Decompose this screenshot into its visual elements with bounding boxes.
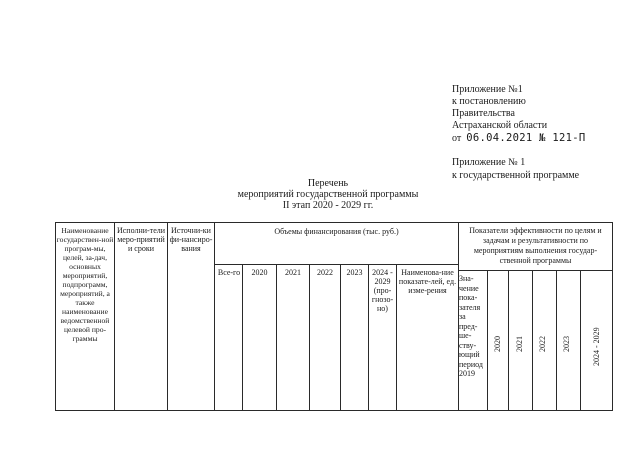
header-fin-2024-2029: 2024 - 2029 (про-гнозо-но) <box>371 268 394 313</box>
ind-divider-1 <box>487 270 488 410</box>
header-executors: Исполни-тели меро-приятий и сроки <box>116 226 166 253</box>
appendix-1-line3: Правительства <box>452 108 515 119</box>
header-name: Наименование государствен-ной програм-мы, целей, за-дач, основных мероприятий, подпрограмм, мероприятий, а также наименование ведомственной целевой про-граммы <box>56 226 114 343</box>
header-fin-2023: 2023 <box>346 268 363 277</box>
fin-divider-3 <box>309 264 310 410</box>
title-line1: Перечень <box>307 178 349 189</box>
table-top-border <box>55 222 613 223</box>
ind-divider-3 <box>532 270 533 410</box>
header-fin-2021: 2021 <box>285 268 301 277</box>
header-ind-2024-2029: 2024 - 2029 <box>592 327 601 366</box>
appendix-2-block <box>452 156 579 182</box>
ind-divider-5 <box>580 270 581 410</box>
header-financing-group: Объемы финансирования (тыс. руб.) <box>274 227 399 236</box>
financing-subheader-border <box>214 264 458 265</box>
decree-date-number: 06.04.2021 № 121-П <box>466 132 586 144</box>
table-right-border <box>612 222 613 410</box>
header-ind-2021: 2021 <box>515 336 524 352</box>
appendix-1-block <box>452 84 585 145</box>
header-fin-2020: 2020 <box>251 268 268 277</box>
header-fin-total: Все-го <box>217 268 241 277</box>
ind-divider-4 <box>556 270 557 410</box>
header-ind-prev-period: Зна-чение пока-зателя за пред-ше-ству-ющий период 2019 <box>459 274 483 378</box>
col-divider-3 <box>214 222 215 410</box>
header-sources: Источни-ки фи-нансиро-вания <box>169 226 213 253</box>
fin-divider-2 <box>276 264 277 410</box>
fin-divider-1 <box>242 264 243 410</box>
header-ind-2022: 2022 <box>538 336 547 352</box>
header-ind-2023: 2023 <box>562 336 571 352</box>
date-prefix: от <box>452 133 462 144</box>
appendix-1-date-line <box>452 132 585 145</box>
document-title <box>228 178 428 211</box>
ind-divider-2 <box>508 270 509 410</box>
header-indicators-group: Показатели эффективности по целям и задачам и результативности по мероприятиям выполнения государ-ственной программы <box>469 226 602 265</box>
appendix-1-title: Приложение №1 <box>452 84 523 95</box>
header-ind-2020: 2020 <box>493 336 502 352</box>
table-bottom-border <box>55 410 613 411</box>
title-line3: II этап 2020 - 2029 гг. <box>282 200 374 211</box>
appendix-1-line4: Астраханской области <box>452 120 548 131</box>
indicators-subheader-border <box>458 270 613 271</box>
appendix-2-title: Приложение № 1 <box>452 157 526 168</box>
title-line2: мероприятий государственной программы <box>237 189 419 200</box>
fin-divider-4 <box>340 264 341 410</box>
header-fin-2022: 2022 <box>317 268 333 277</box>
appendix-1-line2: к постановлению <box>452 96 526 107</box>
appendix-2-line2: к государственной программе <box>452 170 580 181</box>
header-fin-indicator: Наименова-ние показате-лей, ед. изме-рения <box>398 268 457 295</box>
